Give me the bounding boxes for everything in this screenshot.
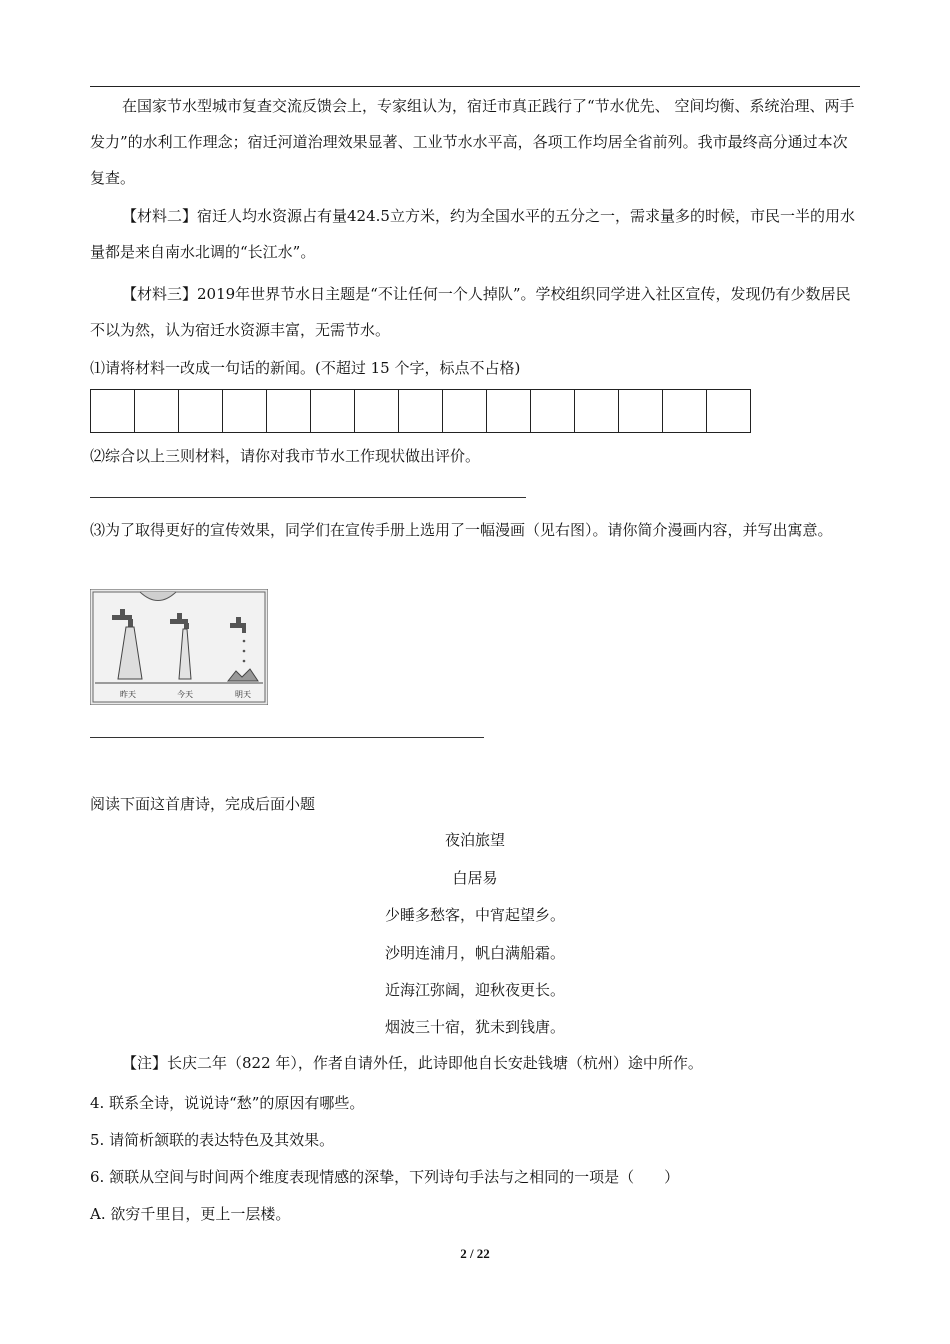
question-3: ⑶为了取得更好的宣传效果，同学们在宣传手册上选用了一幅漫画（见右图）。请你简介漫画内容，并写出寓意。: [90, 521, 833, 539]
answer-grid-cell[interactable]: [531, 390, 575, 433]
question-4: 4. 联系全诗，说说诗“愁”的原因有哪些。: [90, 1094, 365, 1112]
poem-line: 烟波三十宿，犹未到钱唐。: [384, 1018, 565, 1036]
question-5: 5. 请简析颔联的表达特色及其效果。: [90, 1131, 335, 1149]
page-number: 2 / 22: [460, 1246, 490, 1261]
answer-grid-cell[interactable]: [135, 390, 179, 433]
poem-title: 夜泊旅望: [444, 831, 505, 849]
poem-author: 白居易: [452, 869, 498, 887]
answer-grid-cell[interactable]: [707, 390, 751, 433]
question-6-option-a[interactable]: A. 欲穷千里目，更上一层楼。: [90, 1205, 291, 1223]
answer-grid-cell[interactable]: [355, 390, 399, 433]
question-1: ⑴请将材料一改成一句话的新闻。(不超过 15 个字，标点不占格): [90, 359, 521, 377]
poem-line: 沙明连浦月，帆白满船霜。: [384, 944, 565, 962]
answer-grid-cell[interactable]: [91, 390, 135, 433]
answer-grid-cell[interactable]: [663, 390, 707, 433]
question-2: ⑵综合以上三则材料，请你对我市节水工作现状做出评价。: [90, 447, 481, 465]
material-one-paragraph: 在国家节水型城市复查交流反馈会上，专家组认为，宿迁市真正践行了“节水优先、 空间均衡、系统治理、两手发力”的水利工作理念；宿迁河道治理效果显著、工业节水水平高，各项工作均居全省前列。我市最终高分通过本次复查。: [90, 97, 855, 187]
poem-note: 【注】长庆二年（822 年），作者自请外任，此诗即他自长安赴钱塘（杭州）途中所作。: [122, 1054, 703, 1072]
material-three-paragraph: 【材料三】2019年世界节水日主题是“不让任何一个人掉队”。学校组织同学进入社区宣传，发现仍有少数居民不以为然，认为宿迁水资源丰富，无需节水。: [90, 285, 851, 339]
answer-grid-cell[interactable]: [223, 390, 267, 433]
header-rule: [90, 86, 860, 87]
cartoon-label-today: 今天: [177, 690, 193, 699]
question-6: 6. 颔联从空间与时间两个维度表现情感的深挚，下列诗句手法与之相同的一项是（ ）: [90, 1168, 680, 1186]
cartoon-label-tomorrow: 明天: [235, 690, 251, 699]
answer-grid-cell[interactable]: [575, 390, 619, 433]
answer-grid-cell[interactable]: [267, 390, 311, 433]
material-two-paragraph: 【材料二】宿迁人均水资源占有量424.5立方米，约为全国水平的五分之一，需求量多的时候，市民一半的用水量都是来自南水北调的“长江水”。: [90, 207, 855, 261]
answer-grid-cell[interactable]: [399, 390, 443, 433]
poem-line: 近海江弥阔，迎秋夜更长。: [384, 981, 565, 999]
answer-line-3[interactable]: [90, 737, 484, 738]
answer-grid-cell[interactable]: [443, 390, 487, 433]
poem-line: 少睡多愁客，中宵起望乡。: [384, 906, 565, 924]
answer-grid-cell[interactable]: [179, 390, 223, 433]
answer-grid-cell[interactable]: [311, 390, 355, 433]
cartoon-label-yesterday: 昨天: [120, 690, 136, 699]
answer-grid-cell[interactable]: [487, 390, 531, 433]
answer-line-2[interactable]: [90, 497, 526, 498]
answer-grid-cell[interactable]: [619, 390, 663, 433]
poem-intro: 阅读下面这首唐诗，完成后面小题: [90, 795, 316, 813]
water-saving-cartoon: [90, 589, 268, 705]
answer-grid[interactable]: [90, 389, 751, 433]
